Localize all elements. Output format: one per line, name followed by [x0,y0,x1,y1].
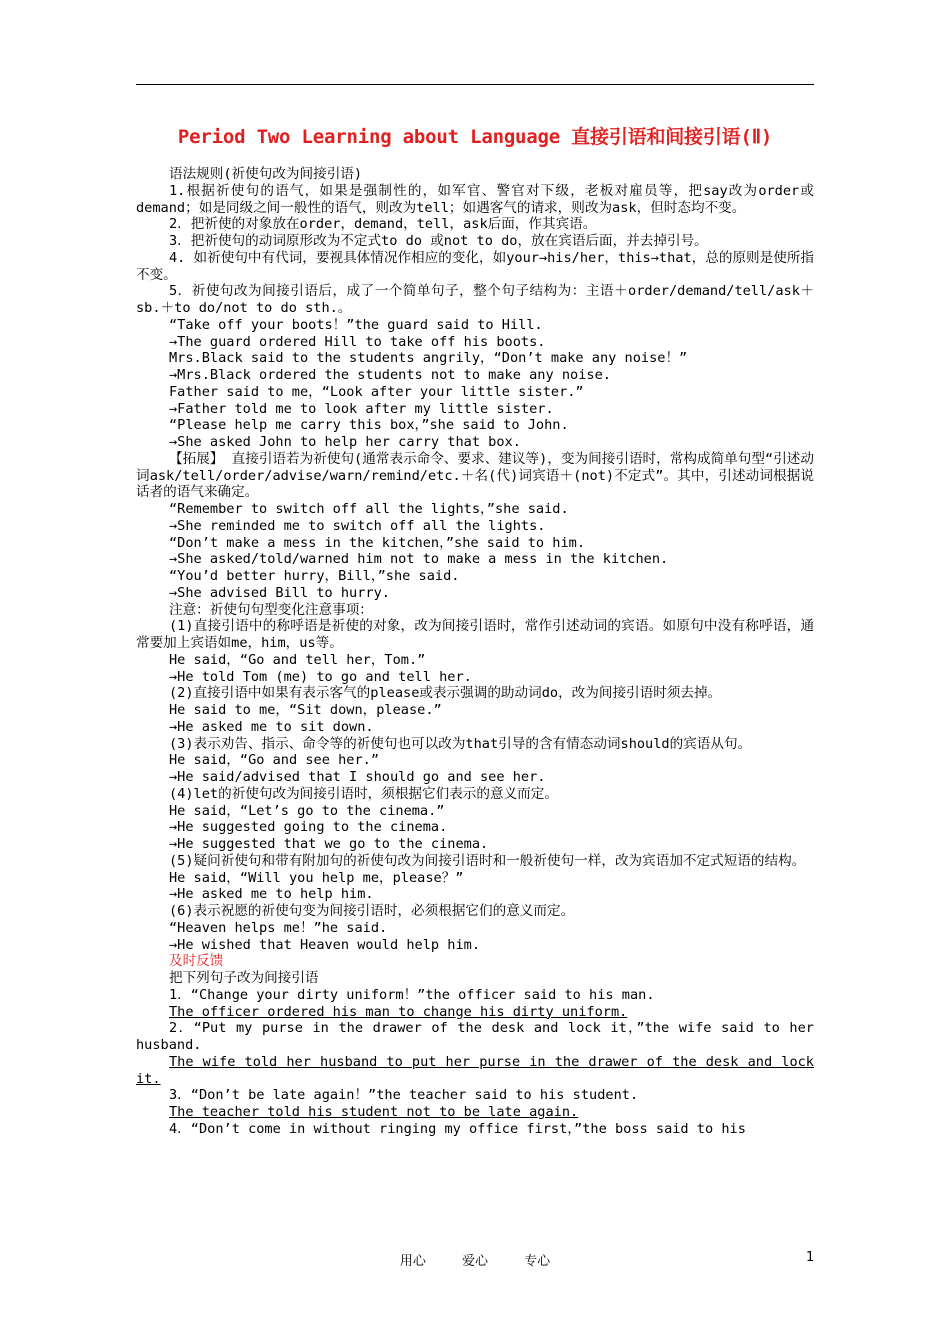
exercise-question: 4．“Don’t come in without ringing my office first，”the boss said to his [169,1120,746,1137]
example-line: →He asked me to help him. [169,886,374,903]
rules-heading: 语法规则(祈使句改为间接引语) [169,166,363,182]
exercise-question: 2．“Put my purse in the drawer of the desk and lock it，”the wife said to her husband. [136,1020,814,1053]
rule-3: 3．把祈使句的动词原形改为不定式to do 或not to do，放在宾语后面，并去掉引号。 [169,233,708,249]
example-line: “Remember to switch off all the lights，”she said. [169,501,569,517]
rule-4: 4. 如祈使句中有代词，要视具体情况作相应的变化，如your→his/her，this→that，总的原则是使所指不变。 [136,249,815,283]
footer-motto: 专心 [524,1254,551,1269]
example-line: →She reminded me to switch off all the lights. [169,517,546,534]
note-3: (3)表示劝告、指示、命令等的祈使句也可以改为that引导的含有情态动词should的宾语从句。 [169,735,752,752]
example-line: Mrs.Black said to the students angrily，“Don’t make any noise！” [169,350,688,367]
example-line: He said，“Will you help me，please？” [169,869,464,886]
example-line: →He said/advised that I should go and see her. [169,769,546,785]
footer-motto: 爱心 [461,1254,488,1269]
exercise-question: 3．“Don’t be late again！”the teacher said to his student. [169,1087,639,1104]
note-6: (6)表示祝愿的祈使句变为间接引语时，必须根据它们的意义而定。 [169,903,575,919]
example-line: “You’d better hurry，Bill，”she said. [169,568,460,584]
example-line: “Heaven helps me！”he said. [169,919,388,936]
feedback-heading: 及时反馈 [169,953,224,970]
note-4: (4)let的祈使句改为间接引语时，须根据它们表示的意义而定。 [169,785,558,802]
rule-1: 1.根据祈使句的语气，如果是强制性的，如军官、警官对下级，老板对雇员等，把say改为order或demand；如是同级之间一般性的语气，则改为tell；如遇客气的请求，则改为ask，但时态均不变。 [136,182,814,216]
example-line: →She asked John to help her carry that box. [169,434,521,450]
header-rule [136,84,814,85]
example-line: →Father told me to look after my little sister. [169,400,554,417]
example-line: Father said to me，“Look after your little sister.” [169,383,584,400]
rule-2: 2．把祈使的对象放在order，demand，tell，ask后面，作其宾语。 [169,216,597,233]
example-line: He said，“Go and tell her，Tom.” [169,651,426,668]
example-line: He said，“Go and see her.” [169,752,380,769]
example-line: →Mrs.Black ordered the students not to make any noise. [169,367,611,383]
exercise-instruction: 把下列句子改为间接引语 [169,970,319,986]
notes-heading: 注意：祈使句句型变化注意事项： [169,601,373,618]
example-line: →He wished that Heaven would help him. [169,936,480,953]
example-line: →He suggested that we go to the cinema. [169,836,489,852]
example-line: →He told Tom (me) to go and tell her. [169,668,472,685]
example-line: →She advised Bill to hurry. [169,584,390,601]
exercise-answer: The officer ordered his man to change his dirty uniform. [169,1003,628,1020]
exercise-question: 1．“Change your dirty uniform！”the officer said to his man. [169,986,655,1003]
example-line: “Don’t make a mess in the kitchen，”she said to him. [169,534,586,551]
note-5: (5)疑问祈使句和带有附加句的祈使句改为间接引语时和一般祈使句一样，改为宾语加不定式短语的结构。 [169,852,806,869]
page-title: Period Two Learning about Language 直接引语和间接引语(Ⅱ) [177,126,773,148]
example-line: “Please help me carry this box，”she said to John. [169,417,569,434]
note-1: (1)直接引语中的称呼语是祈使的对象，改为间接引语时，常作引述动词的宾语。如原句中没有称呼语，通常要加上宾语如me，him，us等。 [136,618,814,651]
exercise-answer: The teacher told his student not to be late again. [169,1104,579,1120]
example-line: →The guard ordered Hill to take off his boots. [169,333,546,350]
example-line: →He suggested going to the cinema. [169,819,448,836]
example-line: “Take off your boots！”the guard said to Hill. [169,316,543,333]
example-line: He said，“Let’s go to the cinema.” [169,802,445,819]
exercise-answer: The wife told her husband to put her purse in the drawer of the desk and lock it. [136,1053,814,1087]
example-line: →He asked me to sit down. [169,718,374,735]
example-line: He said to me，“Sit down，please.” [169,702,442,718]
extension-paragraph: 【拓展】 直接引语若为祈使句(通常表示命令、要求、建议等)，变为间接引语时，常构成简单句型“引述动词ask/tell/order/advise/warn/remind/etc.＋名(代)词宾语＋(not)不定式”。其中，引述动词根据说话者的语气来确定。 [136,450,814,501]
page-number: 1 [806,1250,815,1265]
footer-motto: 用心 [399,1254,426,1269]
document-body [136,166,814,1138]
rule-5: 5．祈使句改为间接引语后，成了一个简单句子，整个句子结构为：主语＋order/demand/tell/ask＋sb.＋to do/not to do sth.。 [136,283,814,316]
note-2: (2)直接引语中如果有表示客气的please或表示强调的助动词do，改为间接引语时须去掉。 [169,685,722,702]
example-line: →She asked/told/warned him not to make a mess in the kitchen. [169,551,669,568]
